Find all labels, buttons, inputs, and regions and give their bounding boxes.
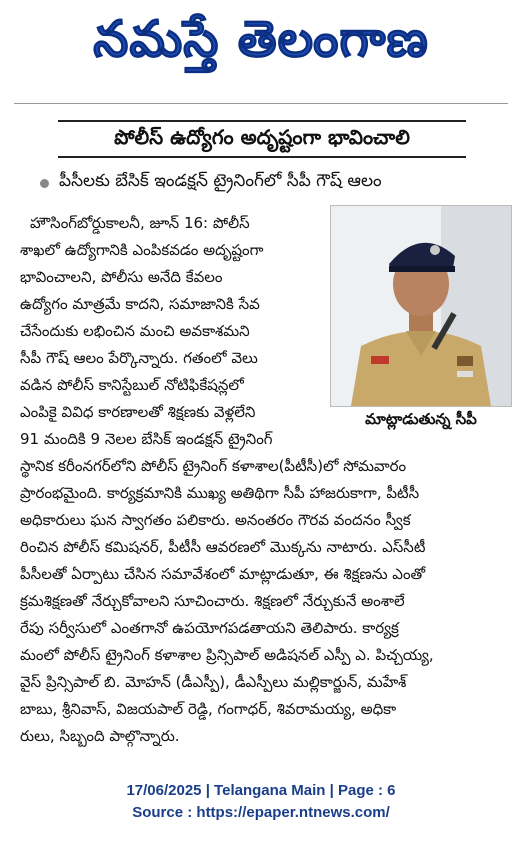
body-line: స్థానిక కరీంనగర్‌లోని పోలీస్ ట్రైనింగ్ కళాశాల(పీటీసీ)లో సోమవారం bbox=[20, 457, 407, 475]
body-line: అధికారులు ఘన స్వాగతం పలికారు. అనంతరం గౌరవ వందనం స్వీక bbox=[20, 511, 411, 529]
body-line: వైస్ ప్రిన్సిపాల్ బి. మోహన్ (డీఎస్పీ), డీఎస్పీలు మల్లికార్జున్, మహేశ్ bbox=[20, 673, 407, 691]
body-line: చేసేందుకు లభించిన మంచి అవకాశమని bbox=[20, 322, 250, 340]
body-line: 91 మందికి 9 నెలల బేసిక్ ఇండక్షన్ ట్రైనింగ్ bbox=[20, 430, 273, 448]
body-line: బాబు, శ్రీనివాస్, విజయపాల్ రెడ్డి, గంగాధర్, శివరామయ్య, అధికా bbox=[20, 700, 397, 718]
bullet-icon bbox=[40, 179, 49, 188]
body-line: మంలో పోలీస్ ట్రైనింగ్ కళాశాల ప్రిన్సిపాల్ అడిషనల్ ఎస్పీ ఎ. పిచ్చయ్య, bbox=[20, 646, 434, 664]
body-line: భావించాలని, పోలీసు అనేది కేవలం bbox=[20, 268, 223, 286]
subheadline-text: పీసీలకు బేసిక్ ఇండక్షన్ ట్రైనింగ్‌లో సీపీ గౌష్ ఆలం bbox=[59, 171, 382, 191]
body-line: క్రమశిక్షణతో నేర్చుకోవాలని సూచించారు. శిక్షణలో నేర్చుకునే అంశాలే bbox=[20, 592, 405, 610]
body-line: రేపు సర్వీసులో ఎంతగానో ఉపయోగపడతాయని తెలిపారు. కార్యక్ర bbox=[20, 619, 399, 637]
masthead-title: నమస్తే తెలంగాణ bbox=[93, 9, 429, 68]
newspaper-masthead bbox=[0, 0, 522, 90]
body-line: ఎంపికై వివిధ కారణాలతో శిక్షణకు వెళ్లలేని bbox=[20, 403, 256, 421]
photo-caption: మాట్లాడుతున్న సీపీ bbox=[365, 410, 477, 428]
body-line: రించిన పోలీస్ కమిషనర్, పీటీసీ ఆవరణలో మొక్కను నాటారు. ఎస్‌సీటీ bbox=[20, 538, 426, 556]
article-headline: పోలీస్ ఉద్యోగం అదృష్టంగా భావించాలి bbox=[114, 124, 410, 149]
masthead-divider bbox=[14, 103, 508, 104]
footer-source-link[interactable]: Source : https://epaper.ntnews.com/ bbox=[132, 804, 390, 821]
article-body bbox=[20, 210, 510, 750]
body-line: ప్రారంభమైంది. కార్యక్రమానికి ముఖ్య అతిథిగా సీపీ హాజరుకాగా, పీటీసీ bbox=[20, 484, 420, 502]
source-footer bbox=[0, 780, 522, 824]
headline-box bbox=[58, 120, 466, 158]
body-line: సీపీ గౌష్ ఆలం పేర్కొన్నారు. గతంలో వెలు bbox=[20, 349, 258, 367]
body-line: పీసీలతో ఏర్పాటు చేసిన సమావేశంలో మాట్లాడుతూ, ఈ శిక్షణను ఎంతో bbox=[20, 565, 426, 583]
article-subheadline bbox=[40, 170, 510, 196]
body-line: రులు, సిబ్బంది పాల్గొన్నారు. bbox=[20, 727, 180, 745]
body-line: శాఖలో ఉద్యోగానికి ఎంపికవడం అదృష్టంగా bbox=[20, 241, 264, 259]
body-line: హౌసింగ్‌బోర్డుకాలనీ, జూన్ 16: పోలీస్ bbox=[30, 214, 250, 232]
body-line: వడిన పోలీస్ కానిస్టేబుల్ నోటిఫికేషన్లలో bbox=[20, 376, 244, 394]
footer-date-edition: 17/06/2025 | Telangana Main | Page : 6 bbox=[126, 782, 396, 799]
body-line: ఉద్యోగం మాత్రమే కాదని, సమాజానికి సేవ bbox=[20, 295, 260, 313]
